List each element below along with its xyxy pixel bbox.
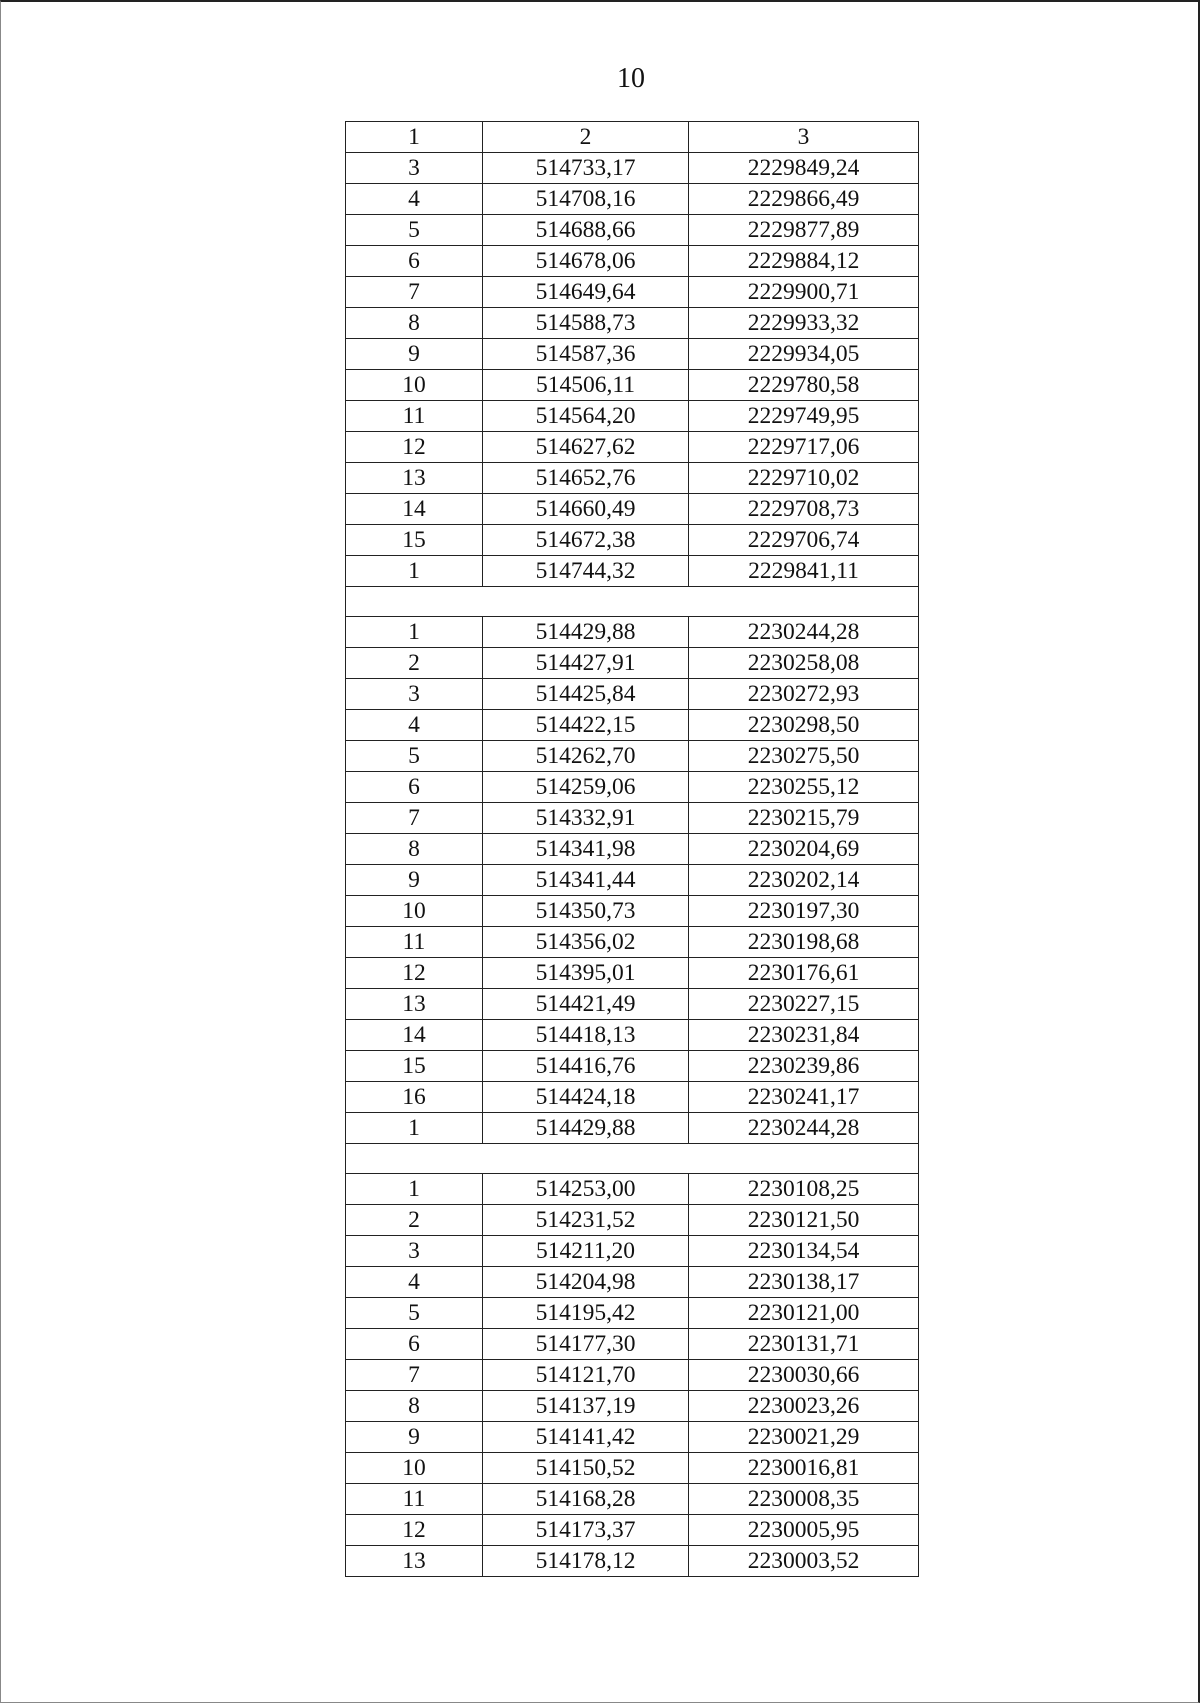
cell-y-coordinate: 2230239,86 <box>689 1051 919 1082</box>
cell-point-number: 13 <box>346 989 483 1020</box>
cell-point-number: 15 <box>346 1051 483 1082</box>
cell-y-coordinate: 2230244,28 <box>689 1113 919 1144</box>
cell-y-coordinate: 2230202,14 <box>689 865 919 896</box>
table-row <box>346 1174 919 1205</box>
table-row <box>346 1422 919 1453</box>
cell-point-number: 7 <box>346 277 483 308</box>
cell-x-coordinate: 514708,16 <box>483 184 689 215</box>
cell-y-coordinate: 2230244,28 <box>689 617 919 648</box>
coordinates-table <box>345 121 919 1577</box>
cell-x-coordinate: 514121,70 <box>483 1360 689 1391</box>
cell-x-coordinate: 514253,00 <box>483 1174 689 1205</box>
cell-x-coordinate: 514341,98 <box>483 834 689 865</box>
cell-x-coordinate: 514356,02 <box>483 927 689 958</box>
group-separator-row <box>346 587 919 617</box>
table-row <box>346 184 919 215</box>
cell-x-coordinate: 514506,11 <box>483 370 689 401</box>
cell-x-coordinate: 514425,84 <box>483 679 689 710</box>
table-row <box>346 401 919 432</box>
table-row <box>346 1484 919 1515</box>
cell-point-number: 10 <box>346 1453 483 1484</box>
cell-y-coordinate: 2229708,73 <box>689 494 919 525</box>
cell-y-coordinate: 2230030,66 <box>689 1360 919 1391</box>
table-row <box>346 617 919 648</box>
table-row <box>346 1546 919 1577</box>
table-row <box>346 989 919 1020</box>
cell-x-coordinate: 514588,73 <box>483 308 689 339</box>
cell-y-coordinate: 2230231,84 <box>689 1020 919 1051</box>
table-row <box>346 648 919 679</box>
cell-point-number: 14 <box>346 494 483 525</box>
cell-point-number: 9 <box>346 1422 483 1453</box>
cell-x-coordinate: 514733,17 <box>483 153 689 184</box>
table-row <box>346 741 919 772</box>
table-row <box>346 1453 919 1484</box>
header-cell-x: 2 <box>483 122 689 153</box>
cell-y-coordinate: 2229933,32 <box>689 308 919 339</box>
cell-point-number: 7 <box>346 1360 483 1391</box>
cell-point-number: 4 <box>346 184 483 215</box>
cell-x-coordinate: 514422,15 <box>483 710 689 741</box>
cell-y-coordinate: 2230272,93 <box>689 679 919 710</box>
table-row <box>346 370 919 401</box>
cell-y-coordinate: 2229900,71 <box>689 277 919 308</box>
cell-point-number: 6 <box>346 1329 483 1360</box>
cell-y-coordinate: 2230258,08 <box>689 648 919 679</box>
cell-y-coordinate: 2229866,49 <box>689 184 919 215</box>
cell-point-number: 9 <box>346 865 483 896</box>
group-separator-cell <box>346 587 919 617</box>
cell-x-coordinate: 514150,52 <box>483 1453 689 1484</box>
table-row <box>346 896 919 927</box>
cell-point-number: 4 <box>346 1267 483 1298</box>
cell-x-coordinate: 514178,12 <box>483 1546 689 1577</box>
cell-y-coordinate: 2229934,05 <box>689 339 919 370</box>
cell-x-coordinate: 514587,36 <box>483 339 689 370</box>
cell-x-coordinate: 514424,18 <box>483 1082 689 1113</box>
table-row <box>346 339 919 370</box>
cell-point-number: 4 <box>346 710 483 741</box>
cell-y-coordinate: 2230023,26 <box>689 1391 919 1422</box>
cell-point-number: 1 <box>346 1174 483 1205</box>
cell-x-coordinate: 514418,13 <box>483 1020 689 1051</box>
cell-point-number: 12 <box>346 1515 483 1546</box>
table-row <box>346 494 919 525</box>
table-row <box>346 463 919 494</box>
cell-y-coordinate: 2230005,95 <box>689 1515 919 1546</box>
cell-y-coordinate: 2230198,68 <box>689 927 919 958</box>
cell-y-coordinate: 2230255,12 <box>689 772 919 803</box>
cell-x-coordinate: 514564,20 <box>483 401 689 432</box>
cell-x-coordinate: 514350,73 <box>483 896 689 927</box>
table-row <box>346 1236 919 1267</box>
table-row <box>346 958 919 989</box>
table-row <box>346 1082 919 1113</box>
cell-y-coordinate: 2229780,58 <box>689 370 919 401</box>
cell-y-coordinate: 2230003,52 <box>689 1546 919 1577</box>
cell-x-coordinate: 514173,37 <box>483 1515 689 1546</box>
cell-y-coordinate: 2230227,15 <box>689 989 919 1020</box>
cell-x-coordinate: 514137,19 <box>483 1391 689 1422</box>
cell-y-coordinate: 2230131,71 <box>689 1329 919 1360</box>
cell-x-coordinate: 514429,88 <box>483 617 689 648</box>
cell-x-coordinate: 514341,44 <box>483 865 689 896</box>
cell-x-coordinate: 514429,88 <box>483 1113 689 1144</box>
cell-y-coordinate: 2229706,74 <box>689 525 919 556</box>
group-separator-row <box>346 1144 919 1174</box>
coordinates-table-body <box>346 122 919 1577</box>
cell-x-coordinate: 514262,70 <box>483 741 689 772</box>
table-row <box>346 277 919 308</box>
cell-point-number: 12 <box>346 432 483 463</box>
table-row <box>346 1020 919 1051</box>
cell-point-number: 2 <box>346 1205 483 1236</box>
cell-x-coordinate: 514211,20 <box>483 1236 689 1267</box>
cell-x-coordinate: 514204,98 <box>483 1267 689 1298</box>
cell-point-number: 5 <box>346 215 483 246</box>
cell-point-number: 11 <box>346 927 483 958</box>
table-row <box>346 1205 919 1236</box>
cell-y-coordinate: 2230275,50 <box>689 741 919 772</box>
cell-point-number: 8 <box>346 1391 483 1422</box>
table-row <box>346 834 919 865</box>
table-row <box>346 1391 919 1422</box>
cell-y-coordinate: 2230138,17 <box>689 1267 919 1298</box>
header-cell-point: 1 <box>346 122 483 153</box>
cell-point-number: 12 <box>346 958 483 989</box>
table-row <box>346 1267 919 1298</box>
cell-x-coordinate: 514177,30 <box>483 1329 689 1360</box>
cell-point-number: 1 <box>346 556 483 587</box>
table-row <box>346 1360 919 1391</box>
cell-point-number: 6 <box>346 772 483 803</box>
cell-point-number: 6 <box>346 246 483 277</box>
cell-x-coordinate: 514427,91 <box>483 648 689 679</box>
table-row <box>346 556 919 587</box>
page-number: 10 <box>617 63 645 94</box>
cell-y-coordinate: 2230108,25 <box>689 1174 919 1205</box>
cell-point-number: 8 <box>346 834 483 865</box>
cell-x-coordinate: 514660,49 <box>483 494 689 525</box>
cell-y-coordinate: 2230241,17 <box>689 1082 919 1113</box>
cell-point-number: 11 <box>346 1484 483 1515</box>
cell-point-number: 8 <box>346 308 483 339</box>
cell-x-coordinate: 514141,42 <box>483 1422 689 1453</box>
cell-y-coordinate: 2230215,79 <box>689 803 919 834</box>
cell-x-coordinate: 514231,52 <box>483 1205 689 1236</box>
table-row <box>346 525 919 556</box>
cell-point-number: 11 <box>346 401 483 432</box>
cell-y-coordinate: 2230298,50 <box>689 710 919 741</box>
table-row <box>346 927 919 958</box>
cell-point-number: 15 <box>346 525 483 556</box>
cell-y-coordinate: 2230008,35 <box>689 1484 919 1515</box>
cell-point-number: 3 <box>346 153 483 184</box>
cell-x-coordinate: 514672,38 <box>483 525 689 556</box>
cell-y-coordinate: 2230016,81 <box>689 1453 919 1484</box>
cell-y-coordinate: 2230204,69 <box>689 834 919 865</box>
cell-x-coordinate: 514678,06 <box>483 246 689 277</box>
cell-point-number: 5 <box>346 1298 483 1329</box>
group-separator-cell <box>346 1144 919 1174</box>
table-row <box>346 710 919 741</box>
cell-point-number: 3 <box>346 1236 483 1267</box>
cell-point-number: 1 <box>346 1113 483 1144</box>
cell-point-number: 16 <box>346 1082 483 1113</box>
cell-x-coordinate: 514652,76 <box>483 463 689 494</box>
table-row <box>346 679 919 710</box>
cell-x-coordinate: 514421,49 <box>483 989 689 1020</box>
cell-y-coordinate: 2229841,11 <box>689 556 919 587</box>
cell-x-coordinate: 514168,28 <box>483 1484 689 1515</box>
cell-point-number: 3 <box>346 679 483 710</box>
cell-x-coordinate: 514332,91 <box>483 803 689 834</box>
cell-x-coordinate: 514395,01 <box>483 958 689 989</box>
cell-y-coordinate: 2229710,02 <box>689 463 919 494</box>
cell-point-number: 5 <box>346 741 483 772</box>
table-row <box>346 246 919 277</box>
table-row <box>346 432 919 463</box>
cell-y-coordinate: 2229884,12 <box>689 246 919 277</box>
cell-y-coordinate: 2230121,50 <box>689 1205 919 1236</box>
cell-x-coordinate: 514627,62 <box>483 432 689 463</box>
table-row <box>346 772 919 803</box>
table-row <box>346 308 919 339</box>
table-row <box>346 1515 919 1546</box>
cell-y-coordinate: 2229749,95 <box>689 401 919 432</box>
cell-y-coordinate: 2229717,06 <box>689 432 919 463</box>
table-row <box>346 215 919 246</box>
cell-point-number: 10 <box>346 896 483 927</box>
table-row <box>346 1051 919 1082</box>
cell-point-number: 14 <box>346 1020 483 1051</box>
table-row <box>346 865 919 896</box>
cell-y-coordinate: 2230134,54 <box>689 1236 919 1267</box>
cell-point-number: 2 <box>346 648 483 679</box>
cell-point-number: 10 <box>346 370 483 401</box>
table-row <box>346 1329 919 1360</box>
cell-x-coordinate: 514744,32 <box>483 556 689 587</box>
cell-point-number: 7 <box>346 803 483 834</box>
cell-x-coordinate: 514688,66 <box>483 215 689 246</box>
cell-point-number: 13 <box>346 463 483 494</box>
cell-y-coordinate: 2229877,89 <box>689 215 919 246</box>
table-row <box>346 803 919 834</box>
cell-y-coordinate: 2230121,00 <box>689 1298 919 1329</box>
cell-y-coordinate: 2229849,24 <box>689 153 919 184</box>
header-cell-y: 3 <box>689 122 919 153</box>
table-row <box>346 153 919 184</box>
cell-point-number: 1 <box>346 617 483 648</box>
cell-y-coordinate: 2230197,30 <box>689 896 919 927</box>
cell-x-coordinate: 514649,64 <box>483 277 689 308</box>
cell-x-coordinate: 514416,76 <box>483 1051 689 1082</box>
table-row <box>346 1113 919 1144</box>
table-row <box>346 1298 919 1329</box>
table-header-row <box>346 122 919 153</box>
cell-y-coordinate: 2230021,29 <box>689 1422 919 1453</box>
cell-point-number: 9 <box>346 339 483 370</box>
cell-x-coordinate: 514259,06 <box>483 772 689 803</box>
cell-x-coordinate: 514195,42 <box>483 1298 689 1329</box>
cell-y-coordinate: 2230176,61 <box>689 958 919 989</box>
cell-point-number: 13 <box>346 1546 483 1577</box>
